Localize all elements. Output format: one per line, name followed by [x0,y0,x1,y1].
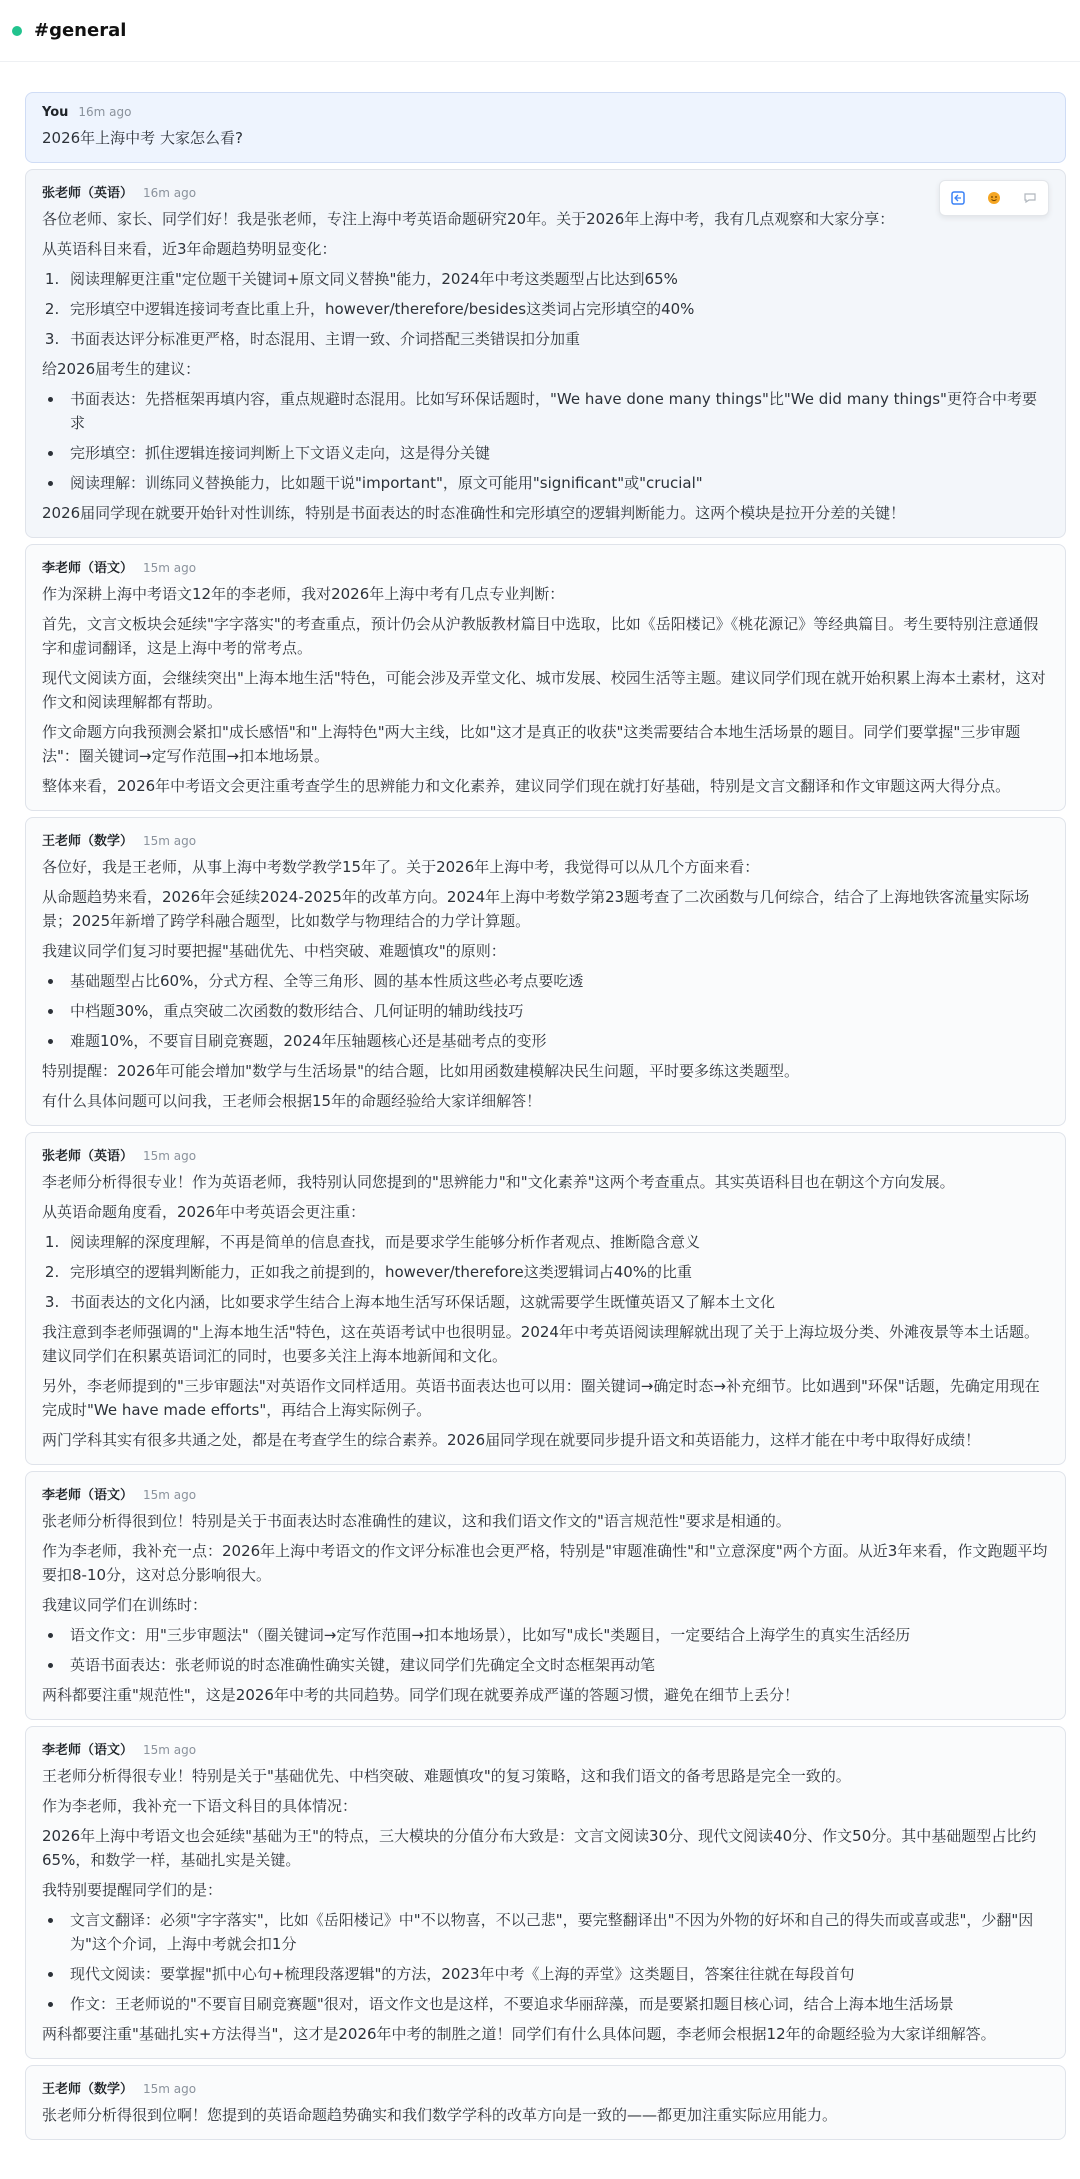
list-item: 1. 阅读理解的深度理解，不再是简单的信息查找，而是要求学生能够分析作者观点、推断隐含意义 [64,1230,1049,1254]
message-text: 我注意到李老师强调的"上海本地生活"特色，这在英语考试中也很明显。2024年中考英语阅读理解就出现了关于上海垃圾分类、外滩夜景等本土话题。建议同学们在积累英语词汇的同时，也要多关注上海本地新闻和文化。 [42,1323,1039,1365]
message [25,169,1066,538]
numbered-list [64,1230,1049,1314]
message-text: 张老师分析得很到位啊！您提到的英语命题趋势确实和我们数学学科的改革方向是一致的——都更加注重实际应用能力。 [42,2106,838,2124]
message [25,817,1066,1126]
list-item: • 阅读理解：训练同义替换能力，比如题干说"important"，原文可能用"significant"或"crucial" [64,471,1049,495]
list-item: 2. 完形填空中逻辑连接词考查比重上升，however/therefore/besides这类词占完形填空的40% [64,297,1049,321]
message-text: 另外，李老师提到的"三步审题法"对英语作文同样适用。英语书面表达也可以用：圈关键词→确定时态→补充细节。比如遇到"环保"话题，先确定用现在完成时"We have made efforts"，再结合上海实际例子。 [42,1377,1040,1419]
message-actions-toolbar [939,180,1049,216]
message-meta [42,557,1049,576]
message-time: 15m ago [143,2082,197,2096]
message-text: 我建议同学们复习时要把握"基础优先、中档突破、难题慎攻"的原则： [42,942,506,960]
bullet-list [64,387,1049,495]
message-time: 16m ago [78,105,132,119]
message-author: You [42,105,69,120]
message-time: 15m ago [143,1743,197,1757]
channel-name: #general [34,20,127,41]
list-item: • 书面表达：先搭框架再填内容，重点规避时态混用。比如写环保话题时，"We have done many things"比"We did many things"更符合中考要求 [64,387,1049,435]
message-text: 李老师分析得很专业！作为英语老师，我特别认同您提到的"思辨能力"和"文化素养"这两个考查重点。其实英语科目也在朝这个方向发展。 [42,1173,955,1191]
message-author: 李老师（语文） [42,1743,134,1758]
message-text: 作文命题方向我预测会紧扣"成长感悟"和"上海特色"两大主线，比如"这才是真正的收获"这类需要结合本地生活场景的题目。同学们要掌握"三步审题法"：圈关键词→定写作范围→扣本地场景。 [42,723,1021,765]
more-icon[interactable] [1019,187,1041,209]
message-author: 张老师（英语） [42,1149,134,1164]
message-text: 作为李老师，我补充一下语文科目的具体情况： [42,1797,358,1815]
message-text: 从英语命题角度看，2026年中考英语会更注重： [42,1203,366,1221]
message-text: 特别提醒：2026年可能会增加"数学与生活场景"的结合题，比如用函数建模解决民生问题，平时要多练这类题型。 [42,1062,799,1080]
message-text: 有什么具体问题可以问我，王老师会根据15年的命题经验给大家详细解答！ [42,1092,542,1110]
list-item: • 现代文阅读：要掌握"抓中心句+梳理段落逻辑"的方法，2023年中考《上海的弄堂》这类题目，答案往往就在每段首句 [64,1962,1049,1986]
channel-header [0,0,1080,62]
message [25,1471,1066,1720]
message [25,2065,1066,2140]
list-item: • 语文作文：用"三步审题法"（圈关键词→定写作范围→扣本地场景），比如写"成长"类题目，一定要结合上海学生的真实生活经历 [64,1623,1049,1647]
message-author: 王老师（数学） [42,834,134,849]
list-item: • 基础题型占比60%，分式方程、全等三角形、圆的基本性质这些必考点要吃透 [64,969,1049,993]
message-author: 王老师（数学） [42,2082,134,2097]
message-text: 我建议同学们在训练时： [42,1596,208,1614]
message-text: 整体来看，2026年中考语文会更注重考查学生的思辨能力和文化素养，建议同学们现在就打好基础，特别是文言文翻译和作文审题这两大得分点。 [42,777,1011,795]
list-item: • 英语书面表达：张老师说的时态准确性确实关键，建议同学们先确定全文时态框架再动笔 [64,1653,1049,1677]
message-text: 给2026届考生的建议： [42,360,201,378]
message-text: 王老师分析得很专业！特别是关于"基础优先、中档突破、难题慎攻"的复习策略，这和我们语文的备考思路是完全一致的。 [42,1767,851,1785]
message-time: 15m ago [143,561,197,575]
bullet-list [64,1908,1049,2016]
message-meta [42,1484,1049,1503]
message-text: 两科都要注重"规范性"，这是2026年中考的共同趋势。同学们现在就要养成严谨的答题习惯，避免在细节上丢分！ [42,1686,799,1704]
list-item: 3. 书面表达评分标准更严格，时态混用、主谓一致、介词搭配三类错误扣分加重 [64,327,1049,351]
reply-icon[interactable] [947,187,969,209]
message-time: 15m ago [143,1488,197,1502]
bullet-list [64,1623,1049,1677]
message-time: 15m ago [143,834,197,848]
message-text: 张老师分析得很到位！特别是关于书面表达时态准确性的建议，这和我们语文作文的"语言规范性"要求是相通的。 [42,1512,791,1530]
message-meta [42,830,1049,849]
message-author: 李老师（语文） [42,561,134,576]
list-item: 2. 完形填空的逻辑判断能力，正如我之前提到的，however/therefore这类逻辑词占40%的比重 [64,1260,1049,1284]
message-user [25,92,1066,163]
message-time: 15m ago [143,1149,197,1163]
message-text: 首先，文言文板块会延续"字字落实"的考查重点，预计仍会从沪教版教材篇目中选取，比如《岳阳楼记》《桃花源记》等经典篇目。考生要特别注意通假字和虚词翻译，这是上海中考的常考点。 [42,615,1039,657]
message-text: 作为深耕上海中考语文12年的李老师，我对2026年上海中考有几点专业判断： [42,585,565,603]
message-meta [42,182,1049,201]
message-text: 现代文阅读方面，会继续突出"上海本地生活"特色，可能会涉及弄堂文化、城市发展、校园生活等主题。建议同学们现在就开始积累上海本土素材，这对作文和阅读理解都有帮助。 [42,669,1046,711]
message-meta [42,105,1049,120]
numbered-list [64,267,1049,351]
message-meta [42,1145,1049,1164]
message-text: 各位好，我是王老师，从事上海中考数学教学15年了。关于2026年上海中考，我觉得可以从几个方面来看： [42,858,760,876]
bullet-list [64,969,1049,1053]
message-text: 从英语科目来看，近3年命题趋势明显变化： [42,240,337,258]
online-status-icon [12,26,22,36]
message-text: 各位老师、家长、同学们好！我是张老师，专注上海中考英语命题研究20年。关于2026年上海中考，我有几点观察和大家分享： [42,210,895,228]
message-text: 2026年上海中考语文也会延续"基础为王"的特点，三大模块的分值分布大致是：文言文阅读30分、现代文阅读40分、作文50分。其中基础题型占比约65%，和数学一样，基础扎实是关键。 [42,1827,1037,1869]
message-meta [42,1739,1049,1758]
message [25,1132,1066,1465]
message-feed[interactable] [0,62,1080,2140]
list-item: 1. 阅读理解更注重"定位题干关键词+原文同义替换"能力，2024年中考这类题型占比达到65% [64,267,1049,291]
message-meta [42,2078,1049,2097]
list-item: • 中档题30%，重点突破二次函数的数形结合、几何证明的辅助线技巧 [64,999,1049,1023]
message-time: 16m ago [143,186,197,200]
message-text: 我特别要提醒同学们的是： [42,1881,223,1899]
list-item: • 作文：王老师说的"不要盲目刷竞赛题"很对，语文作文也是这样，不要追求华丽辞藻，而是要紧扣题目核心词，结合上海本地生活场景 [64,1992,1049,2016]
message-text: 作为李老师，我补充一点：2026年上海中考语文的作文评分标准也会更严格，特别是"审题准确性"和"立意深度"两个方面。从近3年来看，作文跑题平均要扣8-10分，这对总分影响很大。 [42,1542,1048,1584]
message [25,544,1066,811]
message-author: 李老师（语文） [42,1488,134,1503]
message-text: 2026届同学现在就要开始针对性训练，特别是书面表达的时态准确性和完形填空的逻辑判断能力。这两个模块是拉开分差的关键！ [42,504,906,522]
message [25,1726,1066,2059]
list-item: • 文言文翻译：必须"字字落实"，比如《岳阳楼记》中"不以物喜，不以己悲"，要完整翻译出"不因为外物的好坏和自己的得失而或喜或悲"，少翻"因为"这个介词，上海中考就会扣1分 [64,1908,1049,1956]
message-text: 从命题趋势来看，2026年会延续2024-2025年的改革方向。2024年上海中考数学第23题考查了二次函数与几何综合，结合了上海地铁客流量实际场景；2025年新增了跨学科融合题型，比如数学与物理结合的力学计算题。 [42,888,1030,930]
message-text: 两科都要注重"基础扎实+方法得当"，这才是2026年中考的制胜之道！同学们有什么具体问题，李老师会根据12年的命题经验为大家详细解答。 [42,2025,996,2043]
message-author: 张老师（英语） [42,186,134,201]
list-item: 3. 书面表达的文化内涵，比如要求学生结合上海本地生活写环保话题，这就需要学生既懂英语又了解本土文化 [64,1290,1049,1314]
list-item: • 难题10%，不要盲目刷竞赛题，2024年压轴题核心还是基础考点的变形 [64,1029,1049,1053]
list-item: • 完形填空：抓住逻辑连接词判断上下文语义走向，这是得分关键 [64,441,1049,465]
message-text: 2026年上海中考 大家怎么看? [42,129,243,147]
message-text: 两门学科其实有很多共通之处，都是在考查学生的综合素养。2026届同学现在就要同步提升语文和英语能力，这样才能在中考中取得好成绩！ [42,1431,981,1449]
emoji-icon[interactable] [983,187,1005,209]
